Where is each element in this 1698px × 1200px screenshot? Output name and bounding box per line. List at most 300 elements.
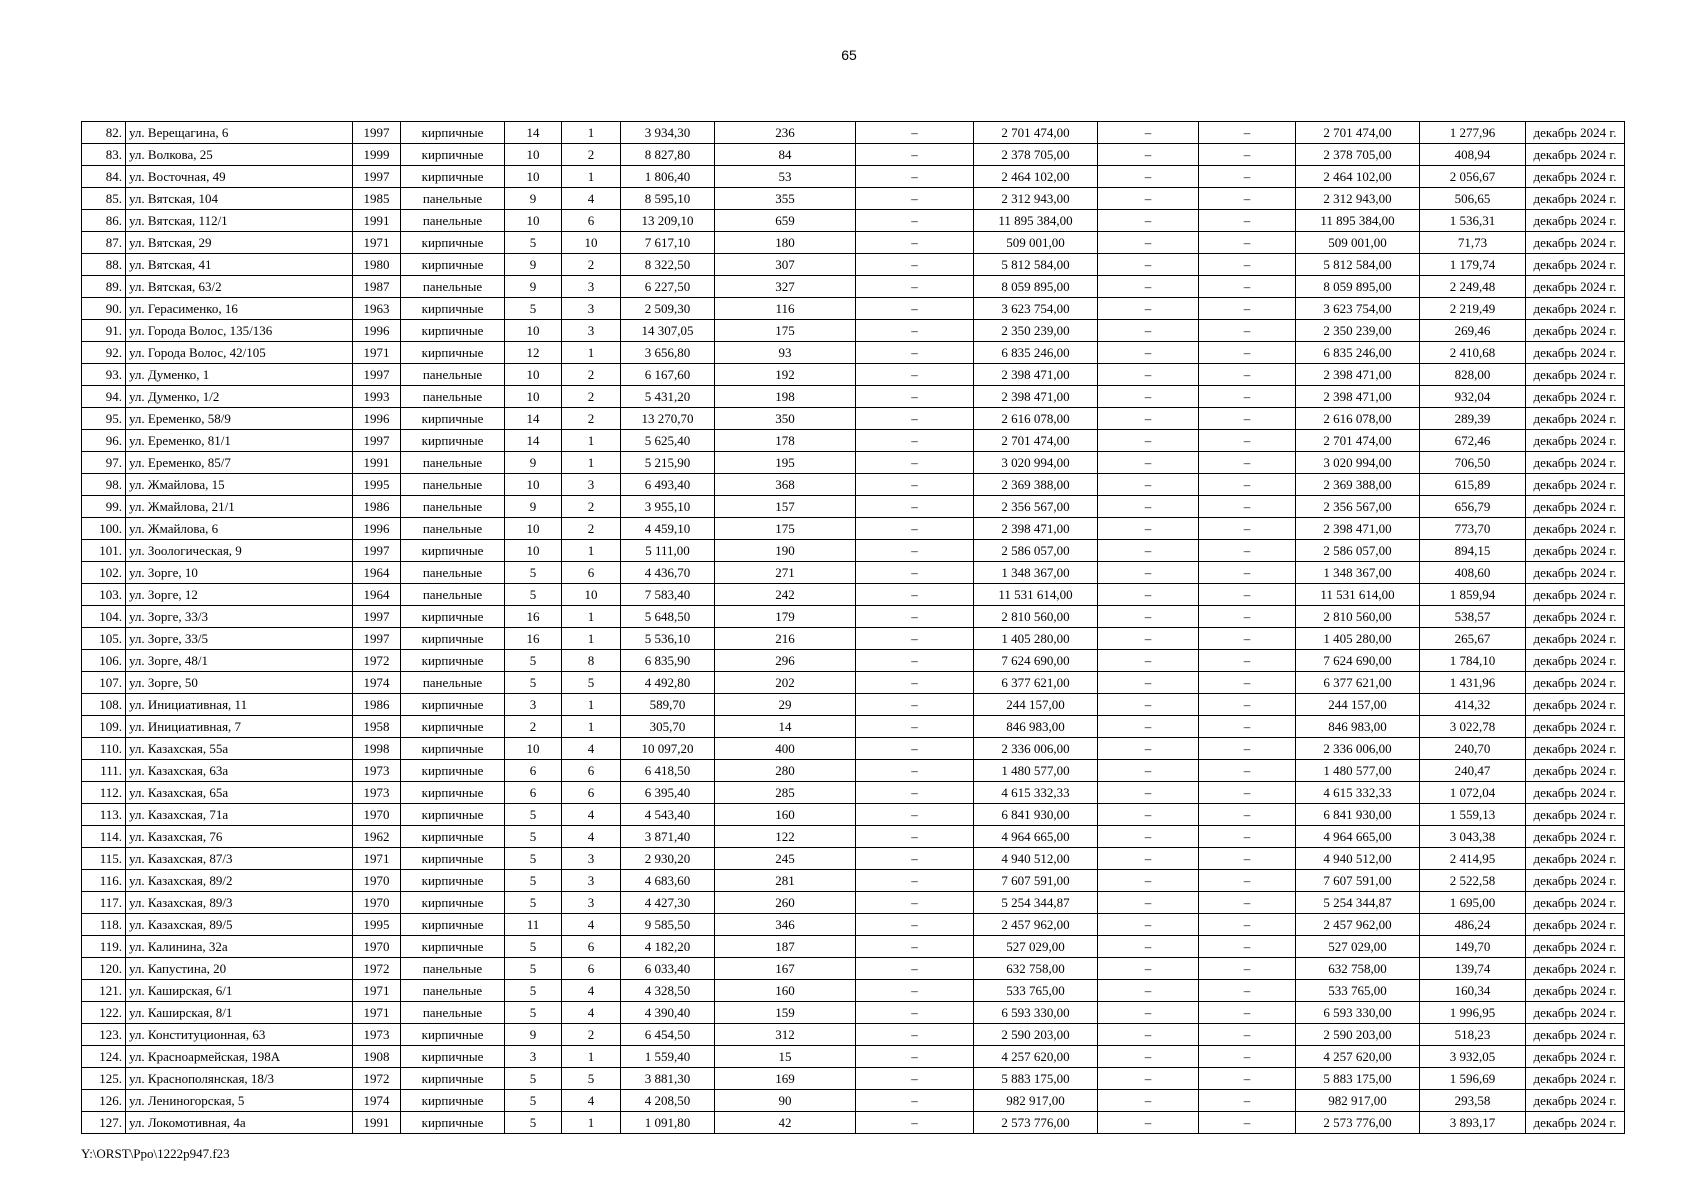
total-cost-cell: 2 810 560,00 [974, 606, 1098, 628]
dash-cell: – [1199, 606, 1296, 628]
year-cell: 1991 [353, 1112, 401, 1134]
total-cost-2-cell: 7 607 591,00 [1296, 870, 1420, 892]
floors-cell: 16 [505, 606, 562, 628]
floors-cell: 5 [505, 1002, 562, 1024]
address-cell: ул. Жмайлова, 6 [126, 518, 353, 540]
area-cell: 4 328,50 [621, 980, 715, 1002]
total-cost-cell: 2 312 943,00 [974, 188, 1098, 210]
dash-cell: – [1098, 804, 1199, 826]
entrances-cell: 10 [562, 232, 621, 254]
area-cell: 10 097,20 [621, 738, 715, 760]
area-cell: 1 091,80 [621, 1112, 715, 1134]
dash-cell: – [1098, 562, 1199, 584]
dash-cell: – [1098, 694, 1199, 716]
year-cell: 1971 [353, 342, 401, 364]
dash-cell: – [1199, 496, 1296, 518]
row-number: 126. [82, 1090, 126, 1112]
cost-per-m2-cell: 506,65 [1420, 188, 1526, 210]
dash-cell: – [1098, 1046, 1199, 1068]
row-number: 106. [82, 650, 126, 672]
residents-cell: 242 [715, 584, 856, 606]
row-number: 101. [82, 540, 126, 562]
total-cost-2-cell: 6 377 621,00 [1296, 672, 1420, 694]
deadline-cell: декабрь 2024 г. [1526, 870, 1625, 892]
entrances-cell: 2 [562, 386, 621, 408]
dash-cell: – [856, 650, 974, 672]
floors-cell: 9 [505, 276, 562, 298]
dash-cell: – [1199, 320, 1296, 342]
row-number: 90. [82, 298, 126, 320]
area-cell: 4 208,50 [621, 1090, 715, 1112]
total-cost-2-cell: 4 257 620,00 [1296, 1046, 1420, 1068]
residents-cell: 245 [715, 848, 856, 870]
row-number: 86. [82, 210, 126, 232]
dash-cell: – [1199, 122, 1296, 144]
total-cost-2-cell: 5 883 175,00 [1296, 1068, 1420, 1090]
total-cost-2-cell: 2 616 078,00 [1296, 408, 1420, 430]
total-cost-cell: 8 059 895,00 [974, 276, 1098, 298]
entrances-cell: 1 [562, 540, 621, 562]
area-cell: 4 182,20 [621, 936, 715, 958]
table-row [82, 650, 1625, 672]
area-cell: 6 835,90 [621, 650, 715, 672]
residents-cell: 178 [715, 430, 856, 452]
dash-cell: – [1098, 716, 1199, 738]
dash-cell: – [1098, 188, 1199, 210]
address-cell: ул. Казахская, 87/3 [126, 848, 353, 870]
dash-cell: – [1199, 628, 1296, 650]
wall-material-cell: кирпичные [401, 144, 505, 166]
dash-cell: – [1199, 958, 1296, 980]
year-cell: 1972 [353, 958, 401, 980]
dash-cell: – [1098, 122, 1199, 144]
cost-per-m2-cell: 2 056,67 [1420, 166, 1526, 188]
cost-per-m2-cell: 408,60 [1420, 562, 1526, 584]
dash-cell: – [856, 716, 974, 738]
wall-material-cell: кирпичные [401, 870, 505, 892]
residents-cell: 93 [715, 342, 856, 364]
residents-cell: 160 [715, 980, 856, 1002]
floors-cell: 6 [505, 760, 562, 782]
deadline-cell: декабрь 2024 г. [1526, 408, 1625, 430]
wall-material-cell: кирпичные [401, 826, 505, 848]
entrances-cell: 1 [562, 430, 621, 452]
area-cell: 3 934,30 [621, 122, 715, 144]
wall-material-cell: панельные [401, 496, 505, 518]
address-cell: ул. Зорге, 12 [126, 584, 353, 606]
row-number: 112. [82, 782, 126, 804]
dash-cell: – [1199, 694, 1296, 716]
total-cost-cell: 846 983,00 [974, 716, 1098, 738]
deadline-cell: декабрь 2024 г. [1526, 1002, 1625, 1024]
row-number: 118. [82, 914, 126, 936]
area-cell: 589,70 [621, 694, 715, 716]
row-number: 122. [82, 1002, 126, 1024]
total-cost-cell: 6 593 330,00 [974, 1002, 1098, 1024]
wall-material-cell: кирпичные [401, 606, 505, 628]
entrances-cell: 1 [562, 716, 621, 738]
residents-cell: 659 [715, 210, 856, 232]
total-cost-2-cell: 2 464 102,00 [1296, 166, 1420, 188]
residents-cell: 187 [715, 936, 856, 958]
total-cost-cell: 2 369 388,00 [974, 474, 1098, 496]
dash-cell: – [856, 1046, 974, 1068]
address-cell: ул. Каширская, 6/1 [126, 980, 353, 1002]
residents-cell: 260 [715, 892, 856, 914]
entrances-cell: 6 [562, 562, 621, 584]
total-cost-2-cell: 2 398 471,00 [1296, 518, 1420, 540]
address-cell: ул. Зорге, 50 [126, 672, 353, 694]
table-row [82, 826, 1625, 848]
dash-cell: – [1199, 188, 1296, 210]
dash-cell: – [856, 518, 974, 540]
deadline-cell: декабрь 2024 г. [1526, 496, 1625, 518]
dash-cell: – [856, 540, 974, 562]
address-cell: ул. Казахская, 71а [126, 804, 353, 826]
deadline-cell: декабрь 2024 г. [1526, 628, 1625, 650]
table-row [82, 452, 1625, 474]
address-cell: ул. Вятская, 104 [126, 188, 353, 210]
dash-cell: – [1199, 210, 1296, 232]
table-row [82, 958, 1625, 980]
row-number: 111. [82, 760, 126, 782]
deadline-cell: декабрь 2024 г. [1526, 1112, 1625, 1134]
floors-cell: 10 [505, 474, 562, 496]
wall-material-cell: кирпичные [401, 430, 505, 452]
year-cell: 1973 [353, 782, 401, 804]
table-row [82, 276, 1625, 298]
year-cell: 1999 [353, 144, 401, 166]
wall-material-cell: кирпичные [401, 804, 505, 826]
total-cost-cell: 2 586 057,00 [974, 540, 1098, 562]
buildings-table [81, 121, 1625, 1134]
row-number: 97. [82, 452, 126, 474]
row-number: 83. [82, 144, 126, 166]
floors-cell: 5 [505, 804, 562, 826]
dash-cell: – [1199, 672, 1296, 694]
wall-material-cell: кирпичные [401, 298, 505, 320]
residents-cell: 346 [715, 914, 856, 936]
area-cell: 3 656,80 [621, 342, 715, 364]
cost-per-m2-cell: 240,47 [1420, 760, 1526, 782]
cost-per-m2-cell: 149,70 [1420, 936, 1526, 958]
area-cell: 1 806,40 [621, 166, 715, 188]
year-cell: 1974 [353, 1090, 401, 1112]
deadline-cell: декабрь 2024 г. [1526, 540, 1625, 562]
floors-cell: 14 [505, 408, 562, 430]
entrances-cell: 2 [562, 364, 621, 386]
total-cost-cell: 2 457 962,00 [974, 914, 1098, 936]
dash-cell: – [1098, 408, 1199, 430]
cost-per-m2-cell: 656,79 [1420, 496, 1526, 518]
dash-cell: – [856, 628, 974, 650]
row-number: 116. [82, 870, 126, 892]
deadline-cell: декабрь 2024 г. [1526, 364, 1625, 386]
deadline-cell: декабрь 2024 г. [1526, 848, 1625, 870]
year-cell: 1997 [353, 540, 401, 562]
dash-cell: – [856, 980, 974, 1002]
table-row [82, 430, 1625, 452]
table-row [82, 584, 1625, 606]
table-row [82, 320, 1625, 342]
dash-cell: – [1098, 518, 1199, 540]
total-cost-2-cell: 6 841 930,00 [1296, 804, 1420, 826]
dash-cell: – [1098, 892, 1199, 914]
floors-cell: 5 [505, 826, 562, 848]
cost-per-m2-cell: 1 596,69 [1420, 1068, 1526, 1090]
dash-cell: – [1199, 738, 1296, 760]
deadline-cell: декабрь 2024 г. [1526, 650, 1625, 672]
total-cost-2-cell: 4 964 665,00 [1296, 826, 1420, 848]
deadline-cell: декабрь 2024 г. [1526, 936, 1625, 958]
year-cell: 1970 [353, 870, 401, 892]
year-cell: 1997 [353, 166, 401, 188]
deadline-cell: декабрь 2024 г. [1526, 980, 1625, 1002]
total-cost-2-cell: 2 398 471,00 [1296, 364, 1420, 386]
row-number: 95. [82, 408, 126, 430]
table-row [82, 364, 1625, 386]
total-cost-cell: 1 405 280,00 [974, 628, 1098, 650]
dash-cell: – [856, 254, 974, 276]
residents-cell: 236 [715, 122, 856, 144]
residents-cell: 307 [715, 254, 856, 276]
table-row [82, 210, 1625, 232]
dash-cell: – [856, 144, 974, 166]
dash-cell: – [856, 738, 974, 760]
cost-per-m2-cell: 486,24 [1420, 914, 1526, 936]
cost-per-m2-cell: 71,73 [1420, 232, 1526, 254]
floors-cell: 10 [505, 320, 562, 342]
cost-per-m2-cell: 3 043,38 [1420, 826, 1526, 848]
residents-cell: 368 [715, 474, 856, 496]
row-number: 87. [82, 232, 126, 254]
cost-per-m2-cell: 518,23 [1420, 1024, 1526, 1046]
cost-per-m2-cell: 773,70 [1420, 518, 1526, 540]
table-row [82, 1024, 1625, 1046]
cost-per-m2-cell: 828,00 [1420, 364, 1526, 386]
area-cell: 13 270,70 [621, 408, 715, 430]
dash-cell: – [1199, 430, 1296, 452]
deadline-cell: декабрь 2024 г. [1526, 584, 1625, 606]
row-number: 84. [82, 166, 126, 188]
entrances-cell: 2 [562, 518, 621, 540]
table-row [82, 1068, 1625, 1090]
floors-cell: 10 [505, 386, 562, 408]
wall-material-cell: кирпичные [401, 694, 505, 716]
deadline-cell: декабрь 2024 г. [1526, 782, 1625, 804]
total-cost-2-cell: 2 398 471,00 [1296, 386, 1420, 408]
wall-material-cell: панельные [401, 518, 505, 540]
area-cell: 2 509,30 [621, 298, 715, 320]
dash-cell: – [856, 342, 974, 364]
dash-cell: – [856, 496, 974, 518]
total-cost-cell: 2 464 102,00 [974, 166, 1098, 188]
deadline-cell: декабрь 2024 г. [1526, 518, 1625, 540]
cost-per-m2-cell: 1 559,13 [1420, 804, 1526, 826]
entrances-cell: 3 [562, 892, 621, 914]
total-cost-2-cell: 2 810 560,00 [1296, 606, 1420, 628]
dash-cell: – [1199, 276, 1296, 298]
year-cell: 1964 [353, 584, 401, 606]
cost-per-m2-cell: 894,15 [1420, 540, 1526, 562]
row-number: 102. [82, 562, 126, 584]
residents-cell: 175 [715, 320, 856, 342]
deadline-cell: декабрь 2024 г. [1526, 254, 1625, 276]
row-number: 91. [82, 320, 126, 342]
deadline-cell: декабрь 2024 г. [1526, 716, 1625, 738]
dash-cell: – [1098, 870, 1199, 892]
total-cost-cell: 5 883 175,00 [974, 1068, 1098, 1090]
entrances-cell: 5 [562, 1068, 621, 1090]
area-cell: 8 595,10 [621, 188, 715, 210]
table-row [82, 562, 1625, 584]
entrances-cell: 4 [562, 914, 621, 936]
entrances-cell: 4 [562, 1002, 621, 1024]
wall-material-cell: кирпичные [401, 650, 505, 672]
row-number: 114. [82, 826, 126, 848]
row-number: 108. [82, 694, 126, 716]
residents-cell: 271 [715, 562, 856, 584]
cost-per-m2-cell: 1 431,96 [1420, 672, 1526, 694]
row-number: 113. [82, 804, 126, 826]
total-cost-2-cell: 2 457 962,00 [1296, 914, 1420, 936]
residents-cell: 53 [715, 166, 856, 188]
dash-cell: – [856, 1024, 974, 1046]
total-cost-2-cell: 2 350 239,00 [1296, 320, 1420, 342]
total-cost-cell: 2 378 705,00 [974, 144, 1098, 166]
table-row [82, 914, 1625, 936]
table-row [82, 540, 1625, 562]
area-cell: 3 955,10 [621, 496, 715, 518]
total-cost-cell: 11 895 384,00 [974, 210, 1098, 232]
floors-cell: 5 [505, 1090, 562, 1112]
address-cell: ул. Казахская, 89/5 [126, 914, 353, 936]
residents-cell: 84 [715, 144, 856, 166]
total-cost-2-cell: 6 593 330,00 [1296, 1002, 1420, 1024]
table-row [82, 122, 1625, 144]
wall-material-cell: панельные [401, 980, 505, 1002]
wall-material-cell: панельные [401, 188, 505, 210]
dash-cell: – [856, 914, 974, 936]
dash-cell: – [1199, 782, 1296, 804]
total-cost-cell: 2 398 471,00 [974, 518, 1098, 540]
residents-cell: 29 [715, 694, 856, 716]
total-cost-2-cell: 4 940 512,00 [1296, 848, 1420, 870]
floors-cell: 5 [505, 870, 562, 892]
cost-per-m2-cell: 1 536,31 [1420, 210, 1526, 232]
cost-per-m2-cell: 1 179,74 [1420, 254, 1526, 276]
year-cell: 1997 [353, 430, 401, 452]
wall-material-cell: кирпичные [401, 1024, 505, 1046]
total-cost-2-cell: 2 701 474,00 [1296, 122, 1420, 144]
floors-cell: 2 [505, 716, 562, 738]
entrances-cell: 3 [562, 870, 621, 892]
total-cost-cell: 7 607 591,00 [974, 870, 1098, 892]
year-cell: 1996 [353, 320, 401, 342]
floors-cell: 5 [505, 584, 562, 606]
residents-cell: 281 [715, 870, 856, 892]
year-cell: 1908 [353, 1046, 401, 1068]
area-cell: 5 625,40 [621, 430, 715, 452]
dash-cell: – [1098, 914, 1199, 936]
dash-cell: – [856, 562, 974, 584]
dash-cell: – [1098, 474, 1199, 496]
deadline-cell: декабрь 2024 г. [1526, 1046, 1625, 1068]
year-cell: 1996 [353, 518, 401, 540]
dash-cell: – [856, 782, 974, 804]
address-cell: ул. Вятская, 112/1 [126, 210, 353, 232]
dash-cell: – [1098, 936, 1199, 958]
address-cell: ул. Верещагина, 6 [126, 122, 353, 144]
dash-cell: – [856, 1112, 974, 1134]
address-cell: ул. Восточная, 49 [126, 166, 353, 188]
deadline-cell: декабрь 2024 г. [1526, 298, 1625, 320]
floors-cell: 6 [505, 782, 562, 804]
dash-cell: – [1098, 1068, 1199, 1090]
total-cost-2-cell: 2 573 776,00 [1296, 1112, 1420, 1134]
floors-cell: 14 [505, 122, 562, 144]
year-cell: 1973 [353, 1024, 401, 1046]
residents-cell: 400 [715, 738, 856, 760]
address-cell: ул. Лениногорская, 5 [126, 1090, 353, 1112]
dash-cell: – [1199, 870, 1296, 892]
cost-per-m2-cell: 2 249,48 [1420, 276, 1526, 298]
residents-cell: 195 [715, 452, 856, 474]
area-cell: 5 431,20 [621, 386, 715, 408]
entrances-cell: 1 [562, 628, 621, 650]
total-cost-2-cell: 527 029,00 [1296, 936, 1420, 958]
address-cell: ул. Еременко, 85/7 [126, 452, 353, 474]
entrances-cell: 2 [562, 144, 621, 166]
entrances-cell: 4 [562, 738, 621, 760]
total-cost-2-cell: 2 312 943,00 [1296, 188, 1420, 210]
floors-cell: 10 [505, 738, 562, 760]
deadline-cell: декабрь 2024 г. [1526, 694, 1625, 716]
residents-cell: 192 [715, 364, 856, 386]
area-cell: 5 536,10 [621, 628, 715, 650]
dash-cell: – [1098, 980, 1199, 1002]
area-cell: 4 427,30 [621, 892, 715, 914]
wall-material-cell: панельные [401, 562, 505, 584]
dash-cell: – [1199, 298, 1296, 320]
total-cost-cell: 2 336 006,00 [974, 738, 1098, 760]
row-number: 88. [82, 254, 126, 276]
area-cell: 6 395,40 [621, 782, 715, 804]
wall-material-cell: кирпичные [401, 254, 505, 276]
row-number: 82. [82, 122, 126, 144]
dash-cell: – [1199, 760, 1296, 782]
dash-cell: – [1098, 496, 1199, 518]
address-cell: ул. Вятская, 29 [126, 232, 353, 254]
dash-cell: – [856, 452, 974, 474]
dash-cell: – [1098, 540, 1199, 562]
table-row [82, 936, 1625, 958]
wall-material-cell: кирпичные [401, 914, 505, 936]
dash-cell: – [856, 672, 974, 694]
cost-per-m2-cell: 706,50 [1420, 452, 1526, 474]
residents-cell: 312 [715, 1024, 856, 1046]
dash-cell: – [1098, 848, 1199, 870]
row-number: 120. [82, 958, 126, 980]
area-cell: 6 167,60 [621, 364, 715, 386]
dash-cell: – [856, 1090, 974, 1112]
wall-material-cell: кирпичные [401, 408, 505, 430]
cost-per-m2-cell: 3 893,17 [1420, 1112, 1526, 1134]
total-cost-2-cell: 846 983,00 [1296, 716, 1420, 738]
entrances-cell: 4 [562, 826, 621, 848]
total-cost-cell: 4 615 332,33 [974, 782, 1098, 804]
dash-cell: – [1098, 628, 1199, 650]
